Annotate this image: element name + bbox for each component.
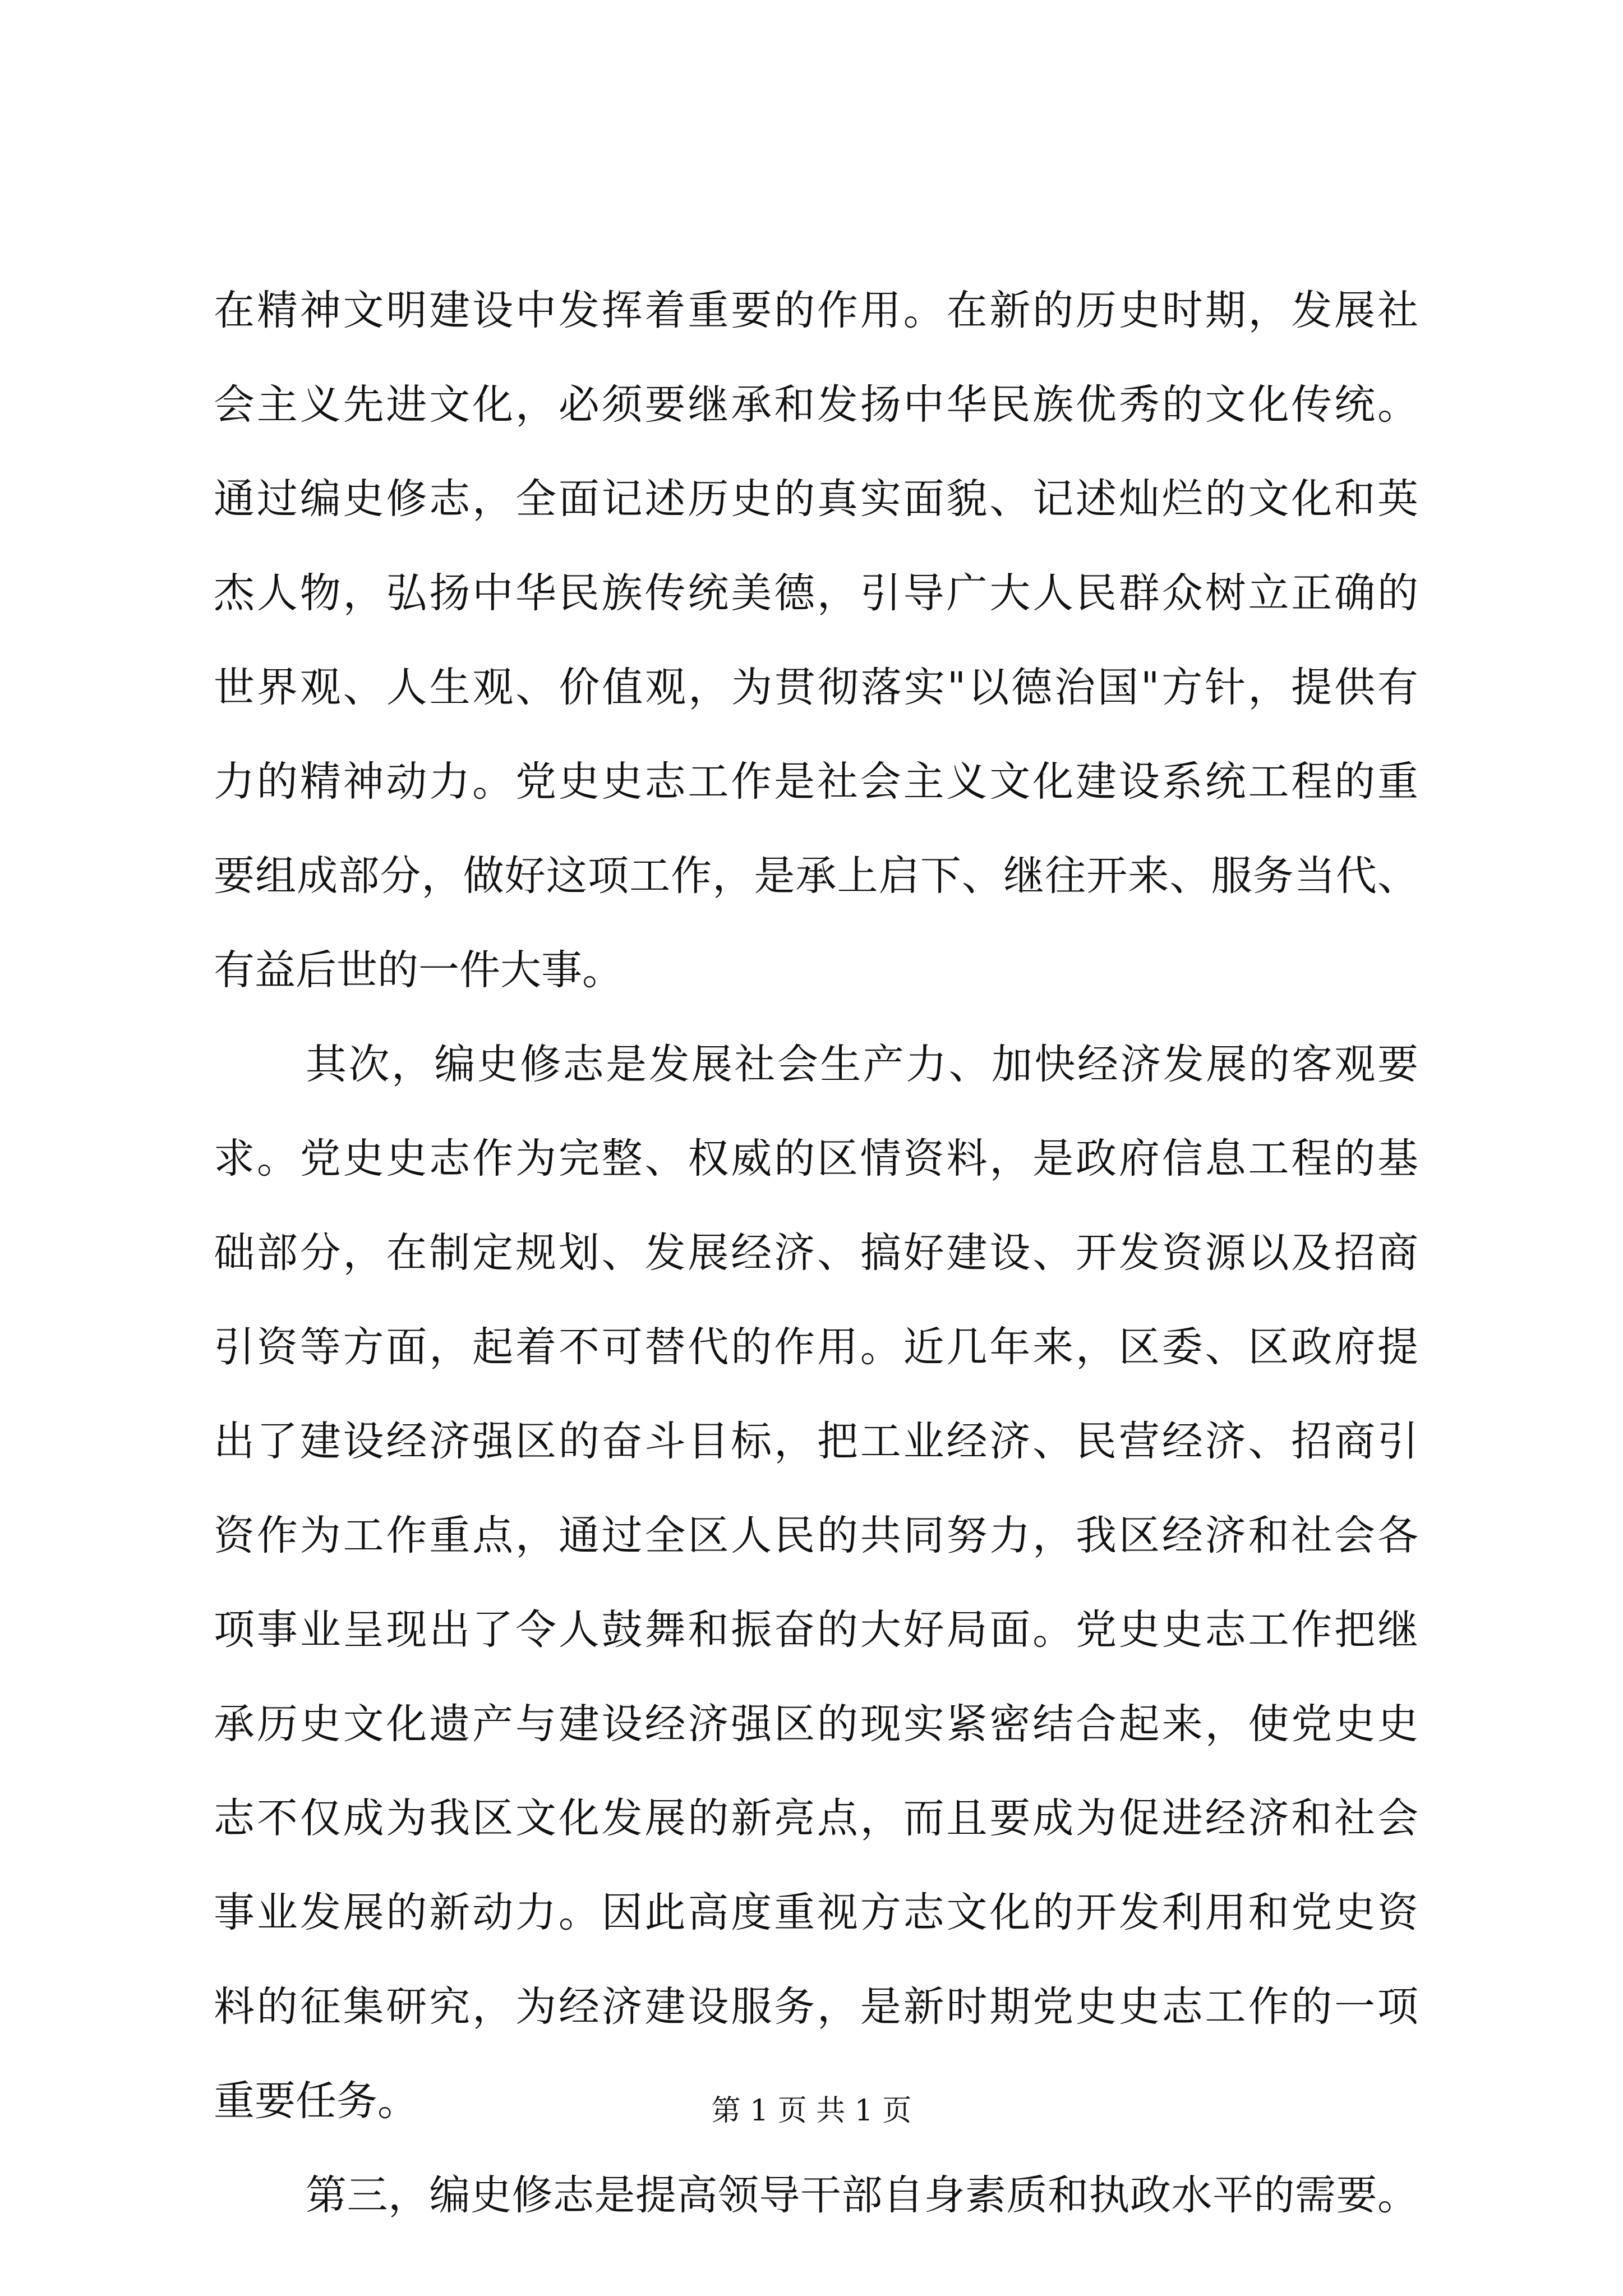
text-line: 承历史文化遗产与建设经济强区的现实紧密结合起来，使党史史 bbox=[214, 1700, 1418, 1748]
text-line: 料的征集研究，为经济建设服务，是新时期党史史志工作的一项 bbox=[214, 1983, 1418, 2031]
text-line: 重要任务。 bbox=[214, 2077, 418, 2125]
text-line: 要组成部分，做好这项工作，是承上启下、继往开来、服务当代、 bbox=[214, 852, 1418, 900]
text-line: 项事业呈现出了令人鼓舞和振奋的大好局面。党史史志工作把继 bbox=[214, 1606, 1418, 1654]
text-line: 引资等方面，起着不可替代的作用。近几年来，区委、区政府提 bbox=[214, 1323, 1418, 1371]
text-line: 在精神文明建设中发挥着重要的作用。在新的历史时期，发展社 bbox=[214, 287, 1418, 334]
text-line: 出了建设经济强区的奋斗目标，把工业经济、民营经济、招商引 bbox=[214, 1418, 1418, 1465]
text-line: 杰人物，弘扬中华民族传统美德，引导广大人民群众树立正确的 bbox=[214, 569, 1418, 617]
text-line: 力的精神动力。党史史志工作是社会主义文化建设系统工程的重 bbox=[214, 758, 1418, 806]
text-line: 础部分，在制定规划、发展经济、搞好建设、开发资源以及招商 bbox=[214, 1229, 1418, 1277]
text-line: 通过编史修志，全面记述历史的真实面貌、记述灿烂的文化和英 bbox=[214, 475, 1418, 523]
document-body bbox=[214, 264, 1418, 2243]
text-line: 第三，编史修志是提高领导干部自身素质和执政水平的需要。 bbox=[306, 2171, 1418, 2219]
text-line: 志不仅成为我区文化发展的新亮点，而且要成为促进经济和社会 bbox=[214, 1795, 1418, 1842]
text-line: 有益后世的一件大事。 bbox=[214, 946, 623, 994]
page-footer: 第 1 页 共 1 页 bbox=[711, 2094, 912, 2128]
text-line: 世界观、人生观、价值观，为贯彻落实"以德治国"方针，提供有 bbox=[214, 664, 1418, 711]
text-line: 求。党史史志作为完整、权威的区情资料，是政府信息工程的基 bbox=[214, 1135, 1418, 1182]
text-line: 会主义先进文化，必须要继承和发扬中华民族优秀的文化传统。 bbox=[214, 381, 1418, 429]
text-line: 资作为工作重点，通过全区人民的共同努力，我区经济和社会各 bbox=[214, 1512, 1418, 1559]
text-line: 事业发展的新动力。因此高度重视方志文化的开发利用和党史资 bbox=[214, 1889, 1418, 1936]
text-line: 其次，编史修志是发展社会生产力、加快经济发展的客观要 bbox=[306, 1041, 1418, 1088]
